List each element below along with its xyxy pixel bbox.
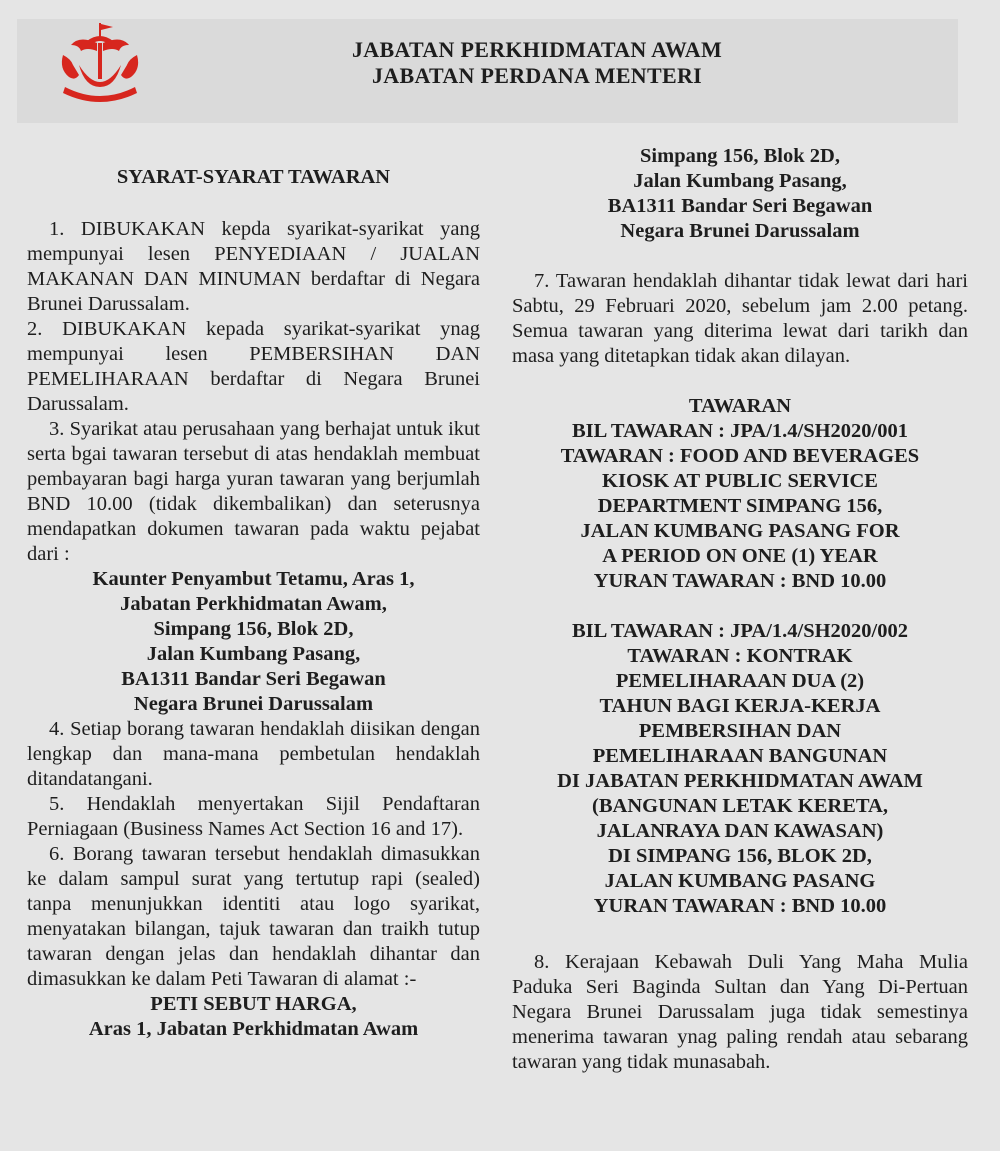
tender-line: KIOSK AT PUBLIC SERVICE xyxy=(602,470,878,492)
header-title xyxy=(197,37,877,89)
address-line: Jalan Kumbang Pasang, xyxy=(146,643,361,665)
tender-line: A PERIOD ON ONE (1) YEAR xyxy=(602,545,878,567)
tender-box-address xyxy=(27,992,480,1042)
clause-7: 7. Tawaran hendaklah dihantar tidak lewat dari hari Sabtu, 29 Februari 2020, sebelum jam 2.00 petang. Semua tawaran yang diterima lewat dari tarikh dan masa yang ditetapkan tidak akan dilayan. xyxy=(512,270,968,367)
clause-6: 6. Borang tawaran tersebut hendaklah dimasukkan ke dalam sampul surat yang tertutup rapi (sealed) tanpa menunjukkan identiti atau logo syarikat, menyatakan bilangan, tajuk tawaran dan traikh tutup tawaran dengan jelas dan hendaklah dihantar dan dimasukkan ke dalam Peti Tawaran di alamat :- xyxy=(27,843,480,990)
tender-line: DI SIMPANG 156, BLOK 2D, xyxy=(608,845,872,867)
clause-4: 4. Setiap borang tawaran hendaklah diisikan dengan lengkap dan mana-mana pembetulan hendaklah ditandatangani. xyxy=(27,718,480,790)
address-line: Jabatan Perkhidmatan Awam, xyxy=(120,593,387,615)
address-line: Kaunter Penyambut Tetamu, Aras 1, xyxy=(92,568,415,590)
address-line: Simpang 156, Blok 2D, xyxy=(153,618,354,640)
tender-fee: YURAN TAWARAN : BND 10.00 xyxy=(593,895,887,917)
spacer xyxy=(512,244,968,269)
tender-line: PEMELIHARAAN DUA (2) xyxy=(615,670,865,692)
header-line-1: JABATAN PERKHIDMATAN AWAM xyxy=(351,37,723,62)
spacer xyxy=(512,594,968,619)
tender-2 xyxy=(512,619,968,919)
clause-8: 8. Kerajaan Kebawah Duli Yang Maha Mulia Paduka Seri Baginda Sultan dan Yang Di-Pertuan Negara Brunei Darussalam juga tidak semestinya menerima tawaran ynag paling rendah atau sebarang tawaran yang tidak munasabah. xyxy=(512,951,968,1073)
section-title: SYARAT-SYARAT TAWARAN xyxy=(116,166,391,188)
address-line: Jalan Kumbang Pasang, xyxy=(633,170,847,192)
counter-address xyxy=(27,567,480,717)
address-line: Negara Brunei Darussalam xyxy=(620,220,860,242)
tender-line: JALAN KUMBANG PASANG xyxy=(604,870,876,892)
tender-line: PEMELIHARAAN BANGUNAN xyxy=(592,745,888,767)
tender-line: PEMBERSIHAN DAN xyxy=(638,720,842,742)
tender-line: TAWARAN : KONTRAK xyxy=(627,645,853,667)
spacer xyxy=(512,919,968,950)
clause-2: 2. DIBUKAKAN kepada syarikat-syarikat ynag mempunyai lesen PEMBERSIHAN DAN PEMELIHARAAN berdaftar di Negara Brunei Darussalam. xyxy=(27,318,480,415)
tender-line: TAHUN BAGI KERJA-KERJA xyxy=(599,695,881,717)
right-column xyxy=(512,144,968,1075)
header-line-2: JABATAN PERDANA MENTERI xyxy=(372,63,702,88)
tender-line: JALANRAYA DAN KAWASAN) xyxy=(596,820,884,842)
address-line: BA1311 Bandar Seri Begawan xyxy=(121,668,386,690)
tender-line: (BANGUNAN LETAK KERETA, xyxy=(592,795,888,817)
header-banner xyxy=(17,19,958,123)
clause-3: 3. Syarikat atau perusahaan yang berhajat untuk ikut serta bgai tawaran tersebut di atas hendaklah membuat pembayaran bagi harga yuran tawaran yang berjumlah BND 10.00 (tidak dikembalikan) dan seterusnya mendapatkan dokumen tawaran pada waktu pejabat dari : xyxy=(27,418,480,565)
address-line: PETI SEBUT HARGA, xyxy=(150,993,357,1015)
tender-line: DI JABATAN PERKHIDMATAN AWAM xyxy=(557,770,923,792)
left-column xyxy=(27,165,480,1042)
tender-1 xyxy=(512,394,968,594)
tender-line: JALAN KUMBANG PASANG FOR xyxy=(580,520,900,542)
spacer xyxy=(512,369,968,394)
address-line: BA1311 Bandar Seri Begawan xyxy=(607,195,873,217)
address-line: Negara Brunei Darussalam xyxy=(133,693,374,715)
tender-heading: TAWARAN xyxy=(688,395,792,417)
tender-fee: YURAN TAWARAN : BND 10.00 xyxy=(593,570,887,592)
brunei-crest-icon xyxy=(57,21,143,105)
address-line: Aras 1, Jabatan Perkhidmatan Awam xyxy=(88,1018,419,1040)
address-line: Simpang 156, Blok 2D, xyxy=(640,145,840,167)
clause-1: 1. DIBUKAKAN kepda syarikat-syarikat yang mempunyai lesen PENYEDIAAN / JUALAN MAKANAN DAN MINUMAN berdaftar di Negara Brunei Darussalam. xyxy=(27,218,480,315)
tender-number: BIL TAWARAN : JPA/1.4/SH2020/001 xyxy=(571,420,909,442)
tender-number: BIL TAWARAN : JPA/1.4/SH2020/002 xyxy=(571,620,909,642)
tender-line: DEPARTMENT SIMPANG 156, xyxy=(597,495,883,517)
tender-line: TAWARAN : FOOD AND BEVERAGES xyxy=(560,445,920,467)
tender-box-address-continued xyxy=(512,144,968,244)
clause-5: 5. Hendaklah menyertakan Sijil Pendaftaran Perniagaan (Business Names Act Section 16 and 17). xyxy=(27,793,480,840)
